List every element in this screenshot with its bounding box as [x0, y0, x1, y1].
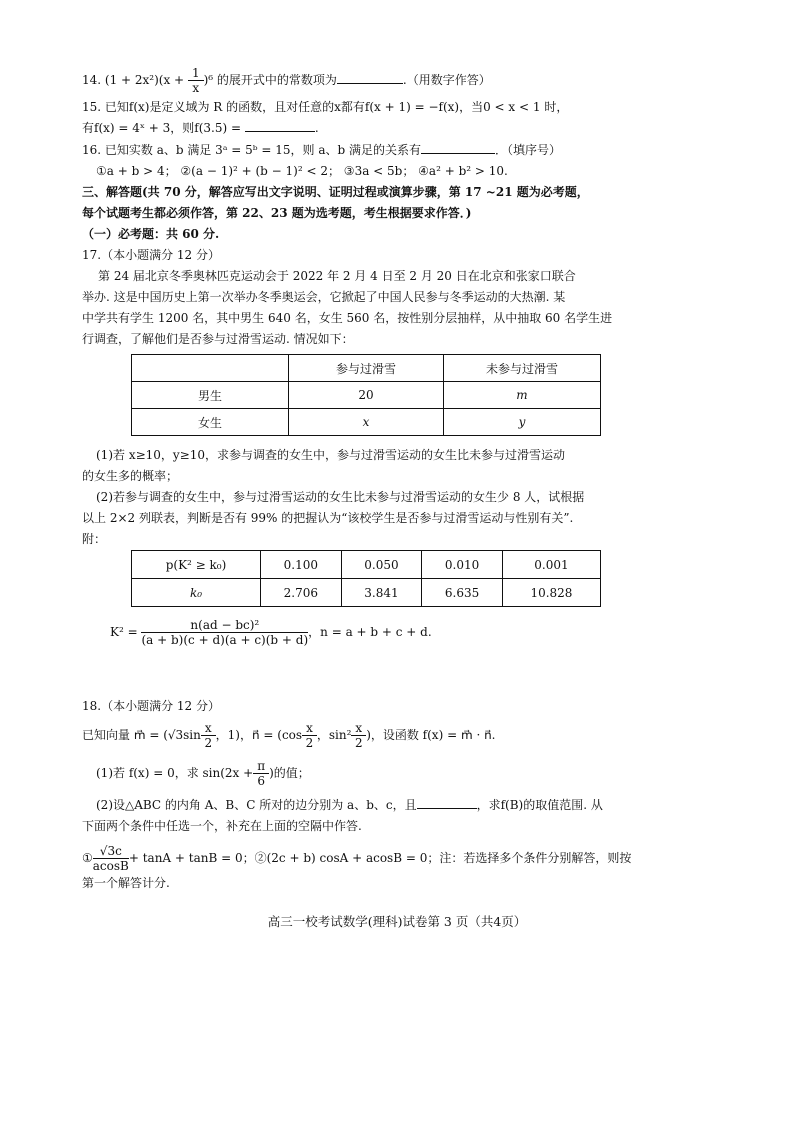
condition-1-fraction: $\frac{√3c}{acosB}$	[92, 844, 129, 873]
critical-value-table	[131, 550, 601, 607]
table-row	[132, 551, 601, 579]
table-cell: 10.828	[502, 579, 600, 607]
table-cell: 6.635	[422, 579, 503, 607]
table-cell: y	[444, 409, 601, 436]
page-footer: 高三一校考试数学(理科)试卷第 3 页（共4页）	[267, 914, 527, 929]
question-17-title: 17.（本小题满分 12 分）	[82, 248, 220, 262]
question-16-line-1: 16. 已知实数 a、b 满足 3ᵃ = 5ᵇ = 15，则 a、b 满足的关系有 ．（填序号）	[82, 143, 561, 157]
half-x-fraction: $\frac{x}{2}$	[201, 721, 216, 750]
chi-square-formula: K² = $\frac{\text{n(ad − bc)²}}{(a + b)(c + d)(a + c)(b + d)}$ ，n = a + b + c + d.	[110, 618, 432, 647]
pi-over-6-fraction: $\frac{\pi}{6}$	[253, 759, 269, 788]
q17-subquestion-2-line-2: 以上 2×2 列联表，判断是否有 99% 的把握认为“该校学生是否参与过滑雪运动与性别有关”.	[82, 511, 574, 525]
q14-text-a: 14. (1 + 2x²)(x +	[82, 73, 188, 87]
q15-answer-blank[interactable]	[245, 119, 315, 132]
q17-paragraph-line-3: 中学共有学生 1200 名，其中男生 640 名，女生 560 名，按性别分层抽样，从中抽取 60 名学生进	[82, 311, 613, 325]
table-cell: 0.010	[422, 551, 503, 579]
table-cell: 女生	[132, 409, 289, 436]
table-header-row	[132, 355, 601, 382]
table-header-cell: 未参与过滑雪	[444, 355, 601, 382]
table-header-cell	[132, 355, 289, 382]
appendix-label: 附：	[82, 532, 107, 546]
question-16-options: ①a + b > 4； ②(a − 1)² + (b − 1)² < 2； ③3a < 5b； ④a² + b² > 10.	[96, 164, 508, 178]
table-row	[132, 579, 601, 607]
q17-paragraph-line-4: 行调查，了解他们是否参与过滑雪运动. 情况如下：	[82, 332, 354, 346]
table-cell: 3.841	[341, 579, 422, 607]
table-cell: 0.001	[502, 551, 600, 579]
question-15-line-1: 15. 已知f(x)是定义域为 R 的函数，且对任意的x都有f(x + 1) = −f(x)，当0 < x < 1 时，	[82, 100, 569, 114]
table-cell: 0.100	[261, 551, 342, 579]
question-14	[82, 66, 491, 95]
table-cell: m	[444, 382, 601, 409]
q18-vectors: 已知向量 m⃗ = (√3sin $\frac{x}{2}$ ，1)，n⃗ = (cos $\frac{x}{2}$ ，sin² $\frac{x}{2}$ )，设函数 f(x) = m⃗ · n⃗.	[82, 721, 496, 750]
table-header-cell: 参与过滑雪	[289, 355, 444, 382]
q17-subquestion-2-line-1: (2)若参与调查的女生中，参与过滑雪运动的女生比未参与过滑雪运动的女生少 8 人，试根据	[96, 490, 585, 504]
q18-condition-blank[interactable]	[417, 796, 477, 809]
section-3-heading-line-1: 三、解答题(共 70 分，解答应写出文字说明、证明过程或演算步骤，第 17 ~21 题为必考题，	[82, 185, 589, 199]
q14-text-c: .（用数字作答）	[402, 73, 491, 87]
question-15-line-2: 有f(x) = 4ˣ + 3，则f(3.5) = .	[82, 121, 319, 135]
q17-subquestion-1-line-1: (1)若 x≥10，y≥10，求参与调查的女生中，参与过滑雪运动的女生比未参与过滑雪运动	[96, 448, 566, 462]
table-cell: 2.706	[261, 579, 342, 607]
table-row	[132, 409, 601, 436]
q18-subquestion-2-line-2: 下面两个条件中任选一个，补充在上面的空隔中作答.	[82, 819, 362, 833]
q16-answer-blank[interactable]	[421, 141, 495, 154]
section-3-heading-line-2: 每个试题考生都必须作答，第 22、23 题为选考题，考生根据要求作答．)	[82, 206, 472, 220]
q18-subquestion-2-line-1: (2)设△ABC 的内角 A、B、C 所对的边分别为 a、b、c，且 ，求f(B)的取值范围. 从	[96, 798, 603, 812]
q17-paragraph-line-2: 举办. 这是中国历史上第一次举办冬季奥运会，它掀起了中国人民参与冬季运动的大热潮. 某	[82, 290, 566, 304]
table-cell: 20	[289, 382, 444, 409]
table-cell: k₀	[132, 579, 261, 607]
table-cell: p(K² ≥ k₀)	[132, 551, 261, 579]
q14-answer-blank[interactable]	[337, 71, 403, 84]
chi-square-fraction: $\frac{\text{n(ad − bc)²}}{(a + b)(c + d)(a + c)(b + d)}$	[141, 618, 309, 647]
question-18-title: 18.（本小题满分 12 分）	[82, 699, 220, 713]
half-x-fraction: $\frac{x}{2}$	[351, 721, 366, 750]
q17-subquestion-1-line-2: 的女生多的概率；	[82, 469, 179, 483]
q14-fraction: $\frac{1}{x}$	[188, 66, 204, 95]
table-row	[132, 382, 601, 409]
table-cell: 男生	[132, 382, 289, 409]
q18-subquestion-1: (1)若 f(x) = 0，求 sin(2x + $\frac{\pi}{6}$ )的值；	[96, 759, 310, 788]
section-3-subheading: （一）必考题：共 60 分.	[82, 227, 220, 241]
q18-conditions: ① $\frac{√3c}{acosB}$ + tanA + tanB = 0；②(2c + b) cosA + acosB = 0；注：若选择多个条件分别解答，则按	[82, 844, 632, 873]
half-x-fraction: $\frac{x}{2}$	[302, 721, 317, 750]
q18-conditions-line-2: 第一个解答计分.	[82, 876, 170, 890]
contingency-table	[131, 354, 601, 436]
table-cell: x	[289, 409, 444, 436]
q17-paragraph-line-1: 第 24 届北京冬季奥林匹克运动会于 2022 年 2 月 4 日至 2 月 20 日在北京和张家口联合	[98, 269, 576, 283]
table-cell: 0.050	[341, 551, 422, 579]
q14-text-b: )⁶ 的展开式中的常数项为	[203, 73, 337, 87]
